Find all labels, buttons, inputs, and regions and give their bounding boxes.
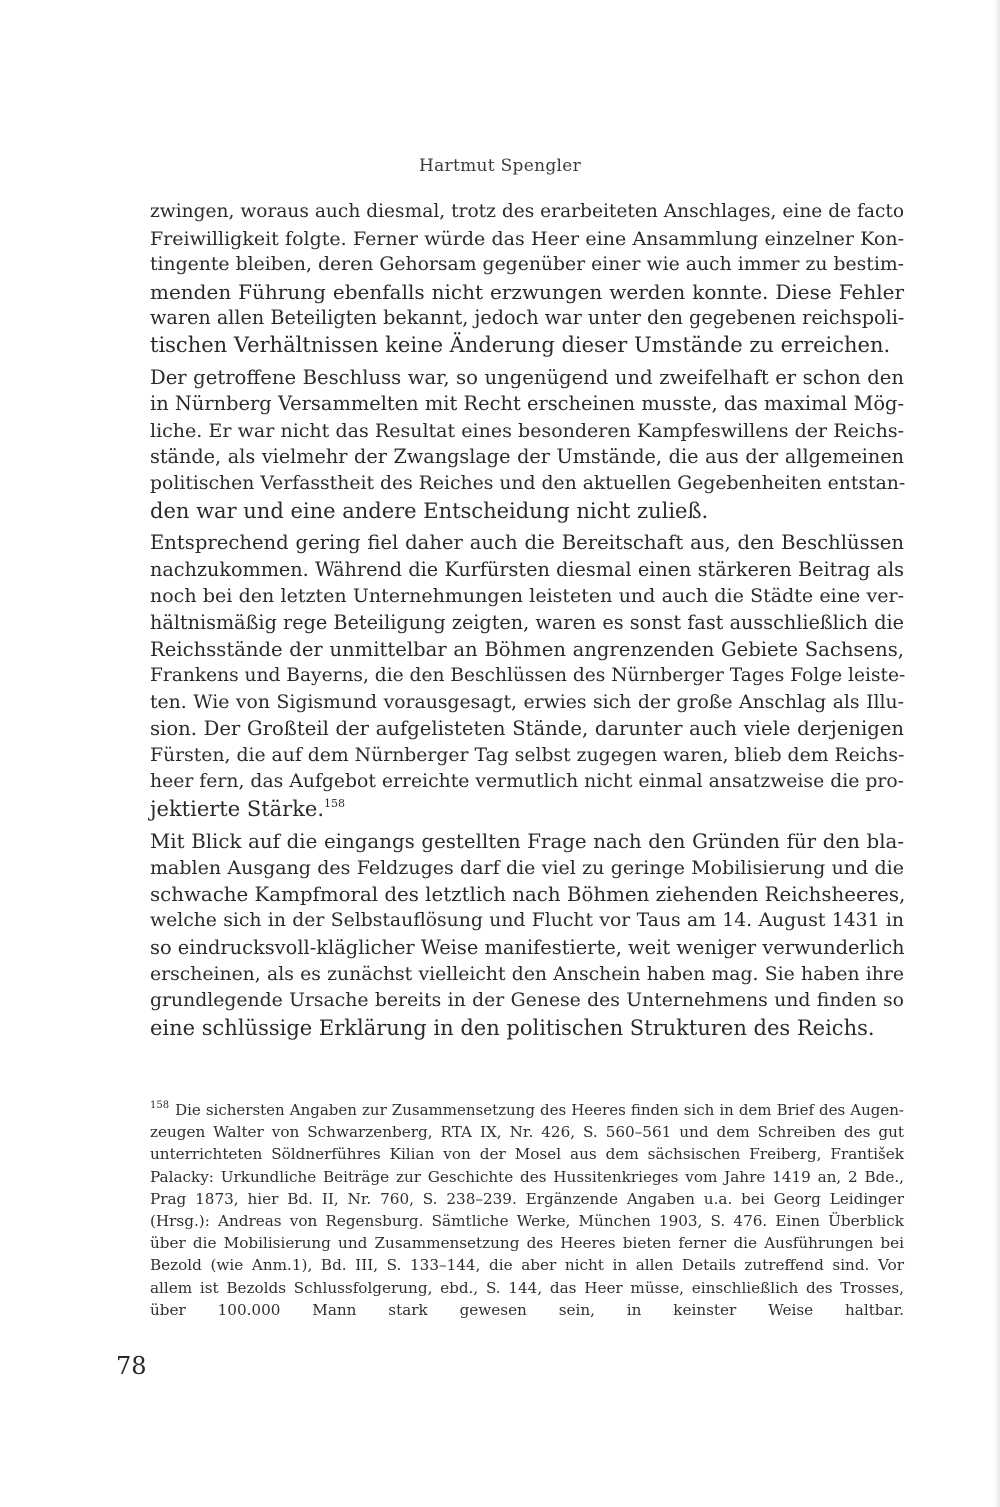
text-line: Freiwilligkeit folgte. Ferner würde das Heer eine Ansammlung einzelner Kon- bbox=[150, 227, 904, 250]
text-line: hältnismäßig rege Beteiligung zeigten, waren es sonst fast ausschließlich die bbox=[150, 610, 904, 634]
paragraph-3 bbox=[150, 530, 904, 823]
footnote-reference[interactable]: 158 bbox=[324, 797, 346, 811]
text-line: eine schlüssige Erklärung in den politischen Strukturen des Reichs. bbox=[150, 1015, 875, 1040]
text-line: menden Führung ebenfalls nicht erzwungen werden konnte. Diese Fehler bbox=[150, 279, 904, 304]
paragraph-1 bbox=[150, 199, 904, 359]
text-line: Fürsten, die auf dem Nürnberger Tag selbst zugegen waren, blieb dem Reichs- bbox=[150, 744, 905, 766]
text-line: sion. Der Großteil der aufgelisteten Stände, darunter auch viele derjenigen bbox=[150, 717, 904, 741]
footnote-line: Prag 1873, hier Bd. II, Nr. 760, S. 238–239. Ergänzende Angaben u.a. bei Georg Leidinger bbox=[150, 1189, 904, 1208]
footnote-158 bbox=[150, 1099, 904, 1321]
text-line: mablen Ausgang des Feldzuges darf die viel zu geringe Mobilisierung und die bbox=[150, 857, 904, 880]
text-line: Reichsstände der unmittelbar an Böhmen angrenzenden Gebiete Sachsens, bbox=[150, 637, 904, 661]
footnote-line: (Hrsg.): Andreas von Regensburg. Sämtliche Werke, München 1903, S. 476. Einen Überblick bbox=[150, 1212, 904, 1231]
text-line: stände, als vielmehr der Zwangslage der Umstände, die aus der allgemeinen bbox=[150, 445, 904, 469]
footnote-line: Bezold (wie Anm.1), Bd. III, S. 133–144, die aber nicht in allen Details zutreffend sind. Vor bbox=[150, 1256, 904, 1275]
running-head: Hartmut Spengler bbox=[418, 156, 582, 176]
text-line: zwingen, woraus auch diesmal, trotz des erarbeiteten Anschlages, eine de facto bbox=[150, 201, 905, 222]
text-line: Der getroffene Beschluss war, so ungenügend und zweifelhaft er schon den bbox=[150, 365, 904, 389]
text-line-content: jektierte Stärke. bbox=[150, 797, 325, 822]
footnote-line: über 100.000 Mann stark gewesen sein, in keinster Weise haltbar. bbox=[150, 1300, 904, 1319]
footnote-line: über die Mobilisierung und Zusammensetzung des Heeres bieten ferner die Ausführungen bei bbox=[150, 1234, 904, 1253]
text-line: waren allen Beteiligten bekannt, jedoch war unter den gegebenen reichspoli- bbox=[150, 306, 905, 330]
text-line: erscheinen, als es zunächst vielleicht den Anschein haben mag. Sie haben ihre bbox=[150, 963, 904, 985]
text-line: welche sich in der Selbstauflösung und Flucht vor Taus am 14. August 1431 in bbox=[150, 910, 904, 932]
text-line: Entsprechend gering fiel daher auch die Bereitschaft aus, den Beschlüssen bbox=[150, 531, 904, 555]
paragraph-4 bbox=[150, 829, 904, 1042]
text-line: tischen Verhältnissen keine Änderung dieser Umstände zu erreichen. bbox=[150, 332, 891, 357]
footnote-line: unterrichteten Söldnerführes Kilian von der Mosel aus dem sächsischen Freiberg, František bbox=[150, 1145, 904, 1164]
text-line: in Nürnberg Versammelten mit Recht erscheinen musste, das maximal Mög- bbox=[150, 392, 904, 416]
text-line: nachzukommen. Während die Kurfürsten diesmal einen stärkeren Beitrag als bbox=[150, 557, 904, 581]
text-line: ten. Wie von Sigismund vorausgesagt, erwies sich der große Anschlag als Illu- bbox=[150, 691, 904, 713]
footnote-line: Palacky: Urkundliche Beiträge zur Geschichte des Hussitenkrieges vom Jahre 1419 an, 2 Bde., bbox=[150, 1167, 904, 1186]
text-line: politischen Verfasstheit des Reiches und den aktuellen Gegebenheiten entstan- bbox=[150, 472, 906, 494]
paragraph-2 bbox=[150, 365, 904, 525]
text-line: Frankens und Bayerns, die den Beschlüssen des Nürnberger Tages Folge leiste- bbox=[150, 665, 906, 687]
text-line: tingente bleiben, deren Gehorsam gegenüber einer wie auch immer zu bestim- bbox=[150, 254, 904, 276]
footnote-line bbox=[150, 1099, 904, 1121]
footnote-line-content: Die sichersten Angaben zur Zusammensetzung des Heeres finden sich in dem Brief des Augen- bbox=[175, 1101, 904, 1119]
page-edge-shadow bbox=[994, 0, 1000, 1507]
text-line: so eindrucksvoll-kläglicher Weise manifestierte, weit weniger verwunderlich bbox=[150, 936, 905, 960]
text-line: noch bei den letzten Unternehmungen leisteten und auch die Städte eine ver- bbox=[150, 585, 904, 608]
text-line: schwache Kampfmoral des letztlich nach Böhmen ziehenden Reichsheeres, bbox=[150, 882, 906, 906]
footnote-line: allem ist Bezolds Schlussfolgerung, ebd., S. 144, das Heer müsse, einschließlich des Trosses, bbox=[150, 1278, 904, 1297]
page-number: 78 bbox=[116, 1352, 147, 1380]
text-line: liche. Er war nicht das Resultat eines besonderen Kampfeswillens der Reichs- bbox=[150, 419, 904, 442]
footnote-line: zeugen Walter von Schwarzenberg, RTA IX, Nr. 426, S. 560–561 und dem Schreiben des gut bbox=[150, 1123, 904, 1142]
text-line: den war und eine andere Entscheidung nicht zuließ. bbox=[150, 498, 709, 523]
footnote-marker: 158 bbox=[150, 1100, 170, 1111]
body-text bbox=[150, 199, 904, 1041]
text-line: Mit Blick auf die eingangs gestellten Frage nach den Gründen für den bla- bbox=[150, 829, 904, 853]
text-line: grundlegende Ursache bereits in der Genese des Unternehmens und finden so bbox=[150, 990, 904, 1012]
text-line bbox=[150, 796, 904, 823]
text-line: heer fern, das Aufgebot erreichte vermutlich nicht einmal ansatzweise die pro- bbox=[150, 771, 904, 793]
